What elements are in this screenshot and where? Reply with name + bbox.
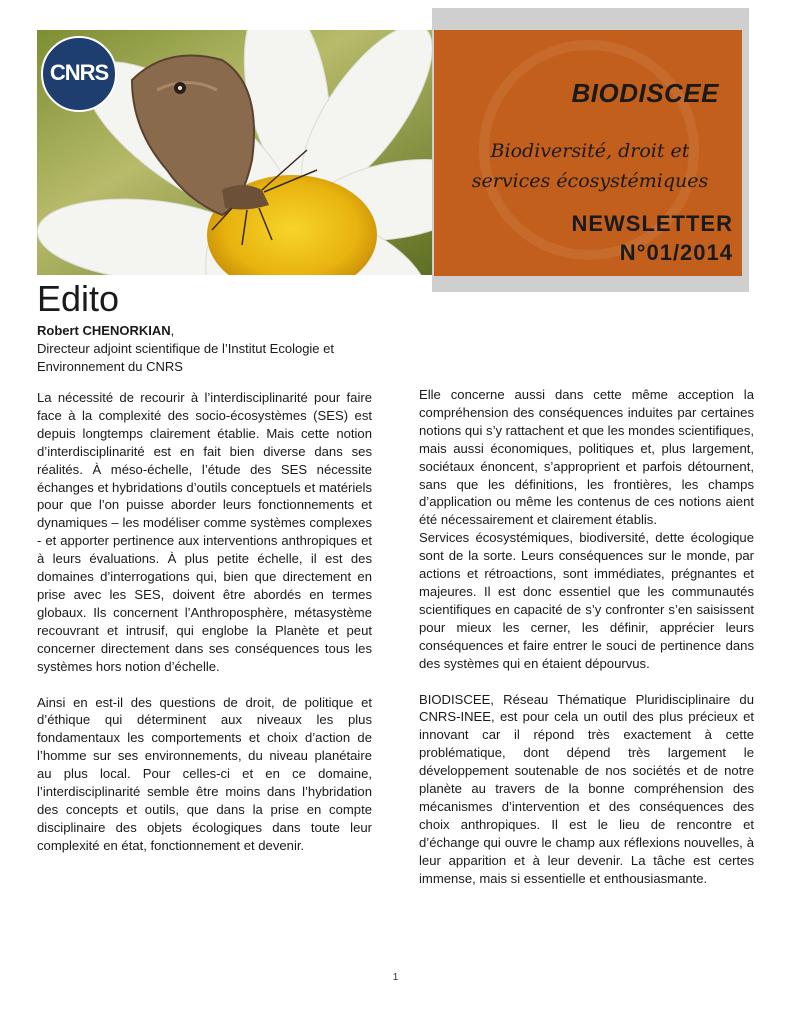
author-name: Robert CHENORKIAN	[37, 323, 171, 338]
newsletter-title: BIODISCEE	[571, 78, 719, 108]
left-paragraph-2: Ainsi en est-il des questions de droit, de politique et d’éthique qui déterminent aux niveaux les plus fondamentaux les comportements et choix d’action de l’homme sur ses environnements, du niveau planétaire au plus local. Pour celles-ci et en ce domaine, l’interdisciplinarité semble être moins dans l’hybridation des concepts et outils, que dans la prise en compte disciplinaire des objets écologiques dans toute leur complexité en état, fonctionnement et devenir.	[37, 694, 372, 853]
page-number: 1	[392, 972, 399, 983]
newsletter-label: NEWSLETTER	[571, 211, 733, 236]
author-block: Robert CHENORKIAN, Directeur adjoint scientifique de l’Institut Ecologie et Environnement du CNRS	[37, 322, 377, 376]
right-paragraph-2: Services écosystémiques, biodiversité, dette écologique sont de la sorte. Leurs conséquences sur le monde, par actions et rétroactions, sont immédiates, prégnantes et majeures. Il est donc essentiel que les communautés scientifiques en capacité de s’y confronter s’en saisissent pour mieux les cerner, les définir, apprécier leurs conséquences et faire entrer le souci de pertinence dans des systèmes qui en étaient dépourvus.	[419, 530, 754, 671]
edito-heading: Edito	[37, 278, 120, 319]
left-paragraph-1: La nécessité de recourir à l’interdisciplinarité pour faire face à la complexité des socio-écosystèmes (SES) est depuis longtemps clairement établie. Mais cette notion d’interdisciplinarité est en fait bien diverse dans ses réalités. À méso-échelle, l’étude des SES nécessite échanges et hybridations d’outils conceptuels et matériels pour que l’on puisse aborder leurs fonctionnements et dynamiques – les modéliser comme systèmes complexes - et apporter pertinence aux interventions anthropiques et à leurs évaluations. À plus petite échelle, il est des domaines d’interrogations qui, bien que directement en prise avec les SES, doivent être abordés en termes globaux. Ils concernent l’Anthroposphère, métasystème recouvrant et intrusif, qui englobe la Planète et peut concerner directement dans ses conséquences tous les systèmes hors notion d’échelle.	[37, 390, 372, 674]
header-photo	[37, 30, 435, 275]
issue-number: N°01/2014	[619, 240, 733, 265]
right-paragraph-1: Elle concerne aussi dans cette même acception la compréhension des conséquences induites par certaines notions qui s’y rattachent et que les mondes scientifiques, mais aussi économiques, politiques et, plus largement, sociétaux énoncent, s’approprient et parfois détournent, sans que les définitions, les frontières, les champs d’application ou même les contenus de ces notions aient été nécessairement et clairement établis.	[419, 387, 754, 528]
left-column	[37, 389, 372, 855]
right-column	[419, 386, 754, 887]
author-role: Directeur adjoint scientifique de l’Institut Ecologie et Environnement du CNRS	[37, 341, 334, 374]
cnrs-logo[interactable]	[41, 36, 117, 112]
cnrs-logo-text: CNRS	[49, 60, 109, 85]
subtitle-line-1: Biodiversité, droit et	[490, 140, 690, 162]
subtitle-line-2: services écosystémiques	[471, 170, 709, 192]
right-paragraph-3: BIODISCEE, Réseau Thématique Pluridisciplinaire du CNRS-INEE, est pour cela un outil des plus précieux et innovant car il répond très exactement à cette problématique, dont dépend très largement le développement soutenable de nos sociétés et de notre planète au travers de la bonne compréhension des mécanismes d’intervention et des conséquences des choix anthropiques. Il est le lieu de rencontre et d’échange qui ouvre le champ aux réflexions nouvelles, à leur apparition et à leur devenir. La tâche est certes immense, mais si essentielle et enthousiasmante.	[419, 691, 754, 886]
